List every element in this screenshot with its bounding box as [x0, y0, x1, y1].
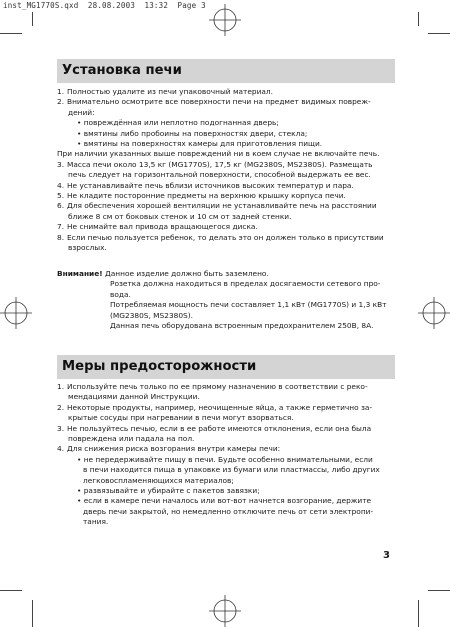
list-item: 8. Если печью пользуется ребенок, то делать это он должен только в присутствии	[57, 232, 384, 242]
warning-block	[57, 269, 397, 331]
registration-mark-left-icon	[0, 297, 32, 329]
list-item-continuation: повреждена или падала на пол.	[68, 434, 195, 444]
list-item-continuation: печь следует на горизонтальной поверхности, способной выдержать ее вес.	[68, 170, 371, 180]
crop-mark-bottom-left-v	[32, 600, 33, 627]
header-page: Page 3	[177, 1, 206, 10]
crop-mark-top-right-h	[428, 33, 450, 34]
bullet-item-continuation: в печи находится пища в упаковке из бумаги или пластмассы, либо других	[83, 465, 380, 475]
header-file: inst_MG1770S.qxd	[3, 1, 79, 10]
list-item: 4. Для снижения риска возгорания внутри камеры печи:	[57, 444, 281, 454]
list-item-continuation: дений:	[68, 107, 95, 117]
list-item: 4. Не устанавливайте печь вблизи источников высоких температур и пара.	[57, 180, 354, 190]
list-item-continuation: взрослых.	[68, 243, 107, 253]
page-number: 3	[383, 550, 390, 561]
list-item: 7. Не снимайте вал привода вращающегося диска.	[57, 222, 258, 232]
file-header	[3, 1, 206, 10]
crop-mark-bottom-right-h	[428, 590, 450, 591]
registration-mark-top-icon	[209, 4, 241, 36]
header-date: 28.08.2003	[87, 1, 136, 10]
bullet-item-continuation: дверь печи закрытой, но немедленно отключите печь от сети электропи-	[83, 506, 374, 516]
bullet-item: • повреждённая или неплотно подогнанная дверь;	[77, 118, 279, 128]
section-1-body	[57, 87, 397, 254]
note-line: При наличии указанных выше повреждений ни в коем случае не включайте печь.	[57, 149, 380, 159]
crop-mark-top-left-v	[32, 12, 33, 26]
warning-line: Потребляемая мощность печи составляет 1,1 кВт (MG1770S) и 1,3 кВт	[110, 300, 387, 310]
bullet-item: • не передерживайте пищу в печи. Будьте особенно внимательными, если	[77, 454, 373, 464]
warning-line: Данная печь оборудована встроенным предохранителем 250В, 8А.	[110, 321, 374, 331]
section-2-body	[57, 382, 397, 528]
crop-mark-bottom-left-h	[0, 590, 22, 591]
list-item: 1. Полностью удалите из печи упаковочный материал.	[57, 87, 274, 96]
crop-mark-top-right-v	[418, 12, 419, 26]
bullet-item: • вмятины на поверхностях камеры для приготовления пищи.	[77, 139, 323, 149]
list-item: 6. Для обеспечения хорошей вентиляции не устанавливайте печь на расстоянии	[57, 201, 377, 211]
header-time: 13:32	[144, 1, 169, 10]
bullet-item: • развязывайте и убирайте с пакетов завязки;	[77, 486, 260, 496]
bullet-item-continuation: легковоспламеняющихся материалов;	[83, 475, 234, 485]
bullet-item-continuation: тания.	[83, 517, 109, 527]
list-item: 3. Масса печи около 13,5 кг (MG1770S), 17,5 кг (MG2380S, MS2380S). Размещать	[57, 159, 373, 169]
list-item-continuation: ближе 8 см от боковых стенок и 10 см от задней стенки.	[68, 211, 292, 221]
list-item-continuation: мендациями данной Инструкции.	[68, 392, 200, 402]
list-item: 1. Используйте печь только по ее прямому назначению в соответствии с реко-	[57, 382, 368, 391]
list-item: 2. Некоторые продукты, например, неочищенные яйца, а также герметично за-	[57, 402, 373, 412]
section-2-title: Меры предосторожности	[62, 359, 257, 374]
list-item: 2. Внимательно осмотрите все поверхности печи на предмет видимых повреж-	[57, 97, 371, 107]
bullet-item: • вмятины либо пробоины на поверхностях двери, стекла;	[77, 128, 308, 138]
bullet-item: • если в камере печи началось или вот-вот начнется возгорание, держите	[77, 496, 372, 506]
warning-line: (MG2380S, MS2380S).	[110, 310, 193, 320]
registration-mark-bottom-icon	[209, 595, 241, 627]
section-1-title: Установка печи	[62, 63, 182, 78]
registration-mark-right-icon	[418, 297, 450, 329]
list-item: 3. Не пользуйтесь печью, если в ее работе имеются отклонения, если она была	[57, 423, 372, 433]
list-item: 5. Не кладите посторонние предметы на верхнюю крышку корпуса печи.	[57, 191, 346, 201]
warning-line: вода.	[110, 289, 131, 299]
crop-mark-bottom-right-v	[418, 600, 419, 627]
warning-line: Розетка должна находиться в пределах досягаемости сетевого про-	[110, 279, 381, 289]
warning-label: Внимание!	[57, 269, 103, 278]
warning-line: Внимание! Данное изделие должно быть заземлено.	[57, 269, 269, 278]
list-item-continuation: крытые сосуды при нагревании в печи могут взорваться.	[68, 413, 294, 423]
crop-mark-top-left-h	[0, 33, 22, 34]
